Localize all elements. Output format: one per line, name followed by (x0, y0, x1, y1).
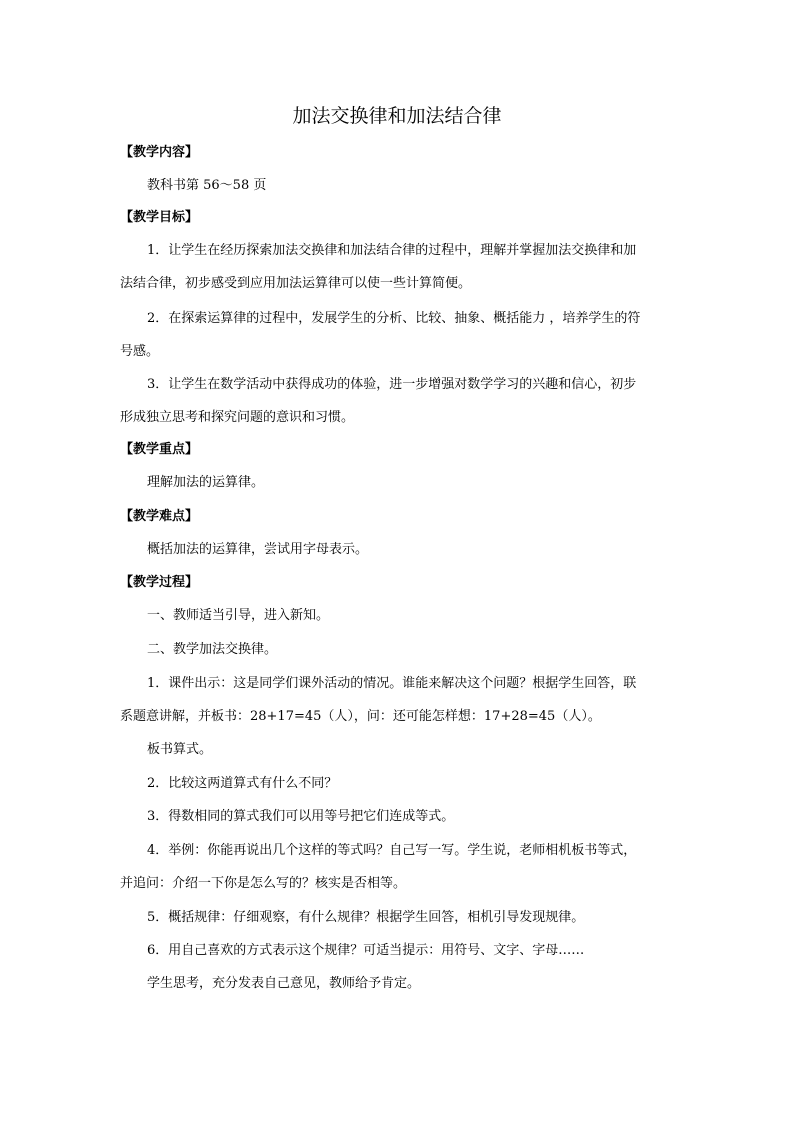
goal-2-line-2: 号感。 (120, 344, 160, 359)
process-item-1-line-2: 系题意讲解，并板书：28+17=45（人），问：还可能怎样想：17+28=45（人）。 (120, 709, 601, 724)
difficulty-text: 概括加法的运算律，尝试用字母表示。 (147, 542, 369, 557)
process-item-1-line-1: 1．课件出示：这是同学们课外活动的情况。谁能来解决这个问题？根据学生回答，联 (147, 676, 637, 691)
process-closing: 学生思考，充分发表自己意见，教师给予肯定。 (147, 976, 421, 991)
process-board-text: 板书算式。 (147, 742, 213, 757)
process-step-1: 一、教师适当引导，进入新知。 (147, 608, 330, 623)
key-point-text: 理解加法的运算律。 (147, 475, 265, 490)
process-item-3: 3．得数相同的算式我们可以用等号把它们连成等式。 (147, 809, 455, 824)
section-heading-key-point: 【教学重点】 (120, 442, 199, 457)
process-item-6: 6．用自己喜欢的方式表示这个规律？可适当提示：用符号、文字、字母…… (147, 943, 585, 958)
section-heading-goals: 【教学目标】 (120, 210, 199, 225)
goal-1-line-2: 法结合律，初步感受到应用加法运算律可以使一些计算简便。 (120, 276, 472, 291)
section-heading-content: 【教学内容】 (120, 145, 199, 160)
process-item-5: 5．概括规律：仔细观察，有什么规律？根据学生回答，相机引导发现规律。 (147, 910, 585, 925)
goal-1-line-1: 1．让学生在经历探索加法交换律和加法结合律的过程中，理解并掌握加法交换律和加 (147, 243, 637, 258)
process-item-4-line-2: 并追问：介绍一下你是怎么写的？核实是否相等。 (120, 876, 407, 891)
process-item-2: 2．比较这两道算式有什么不同？ (147, 776, 338, 791)
goal-3-line-1: 3．让学生在数学活动中获得成功的体验，进一步增强对数学学习的兴趣和信心，初步 (147, 377, 637, 392)
section-heading-difficulty: 【教学难点】 (120, 509, 199, 524)
process-item-4-line-1: 4．举例：你能再说出几个这样的等式吗？自己写一写。学生说，老师相机板书等式， (147, 843, 637, 858)
goal-2-line-1: 2．在探索运算律的过程中，发展学生的分析、比较、抽象、概括能力 ，培养学生的符 (147, 311, 641, 326)
process-step-2: 二、教学加法交换律。 (147, 642, 278, 657)
document-title: 加法交换律和加法结合律 (292, 105, 502, 127)
goal-3-line-2: 形成独立思考和探究问题的意识和习惯。 (120, 410, 355, 425)
section-heading-process: 【教学过程】 (120, 575, 199, 590)
content-text: 教科书第 56～58 页 (147, 178, 267, 193)
